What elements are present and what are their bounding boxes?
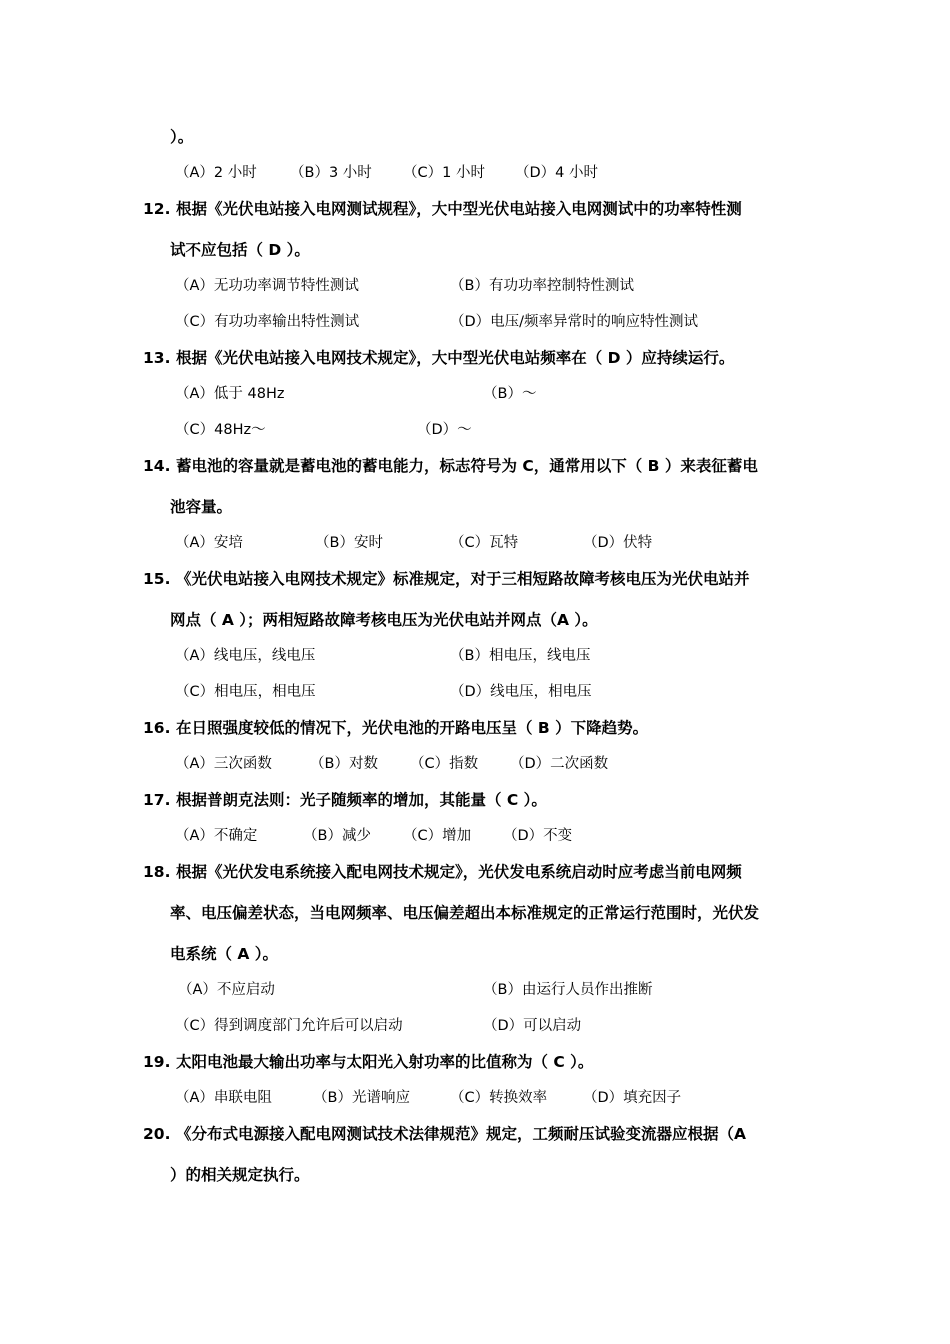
q17-text-line1: 根据普朗克法则：光子随频率的增加，其能量（ C ）。 <box>176 791 547 809</box>
q19-option-b: （B）光谱响应 <box>313 1090 410 1106</box>
q17-option-d: （D）不变 <box>503 828 573 844</box>
q20-text-line2: ）的相关规定执行。 <box>170 1166 310 1184</box>
q15-option-a: （A）线电压，线电压 <box>175 648 316 664</box>
q18-number: 18. <box>143 863 171 881</box>
q12-number: 12. <box>143 200 171 218</box>
q11-option-c: （C）1 小时 <box>403 165 485 181</box>
q13-number: 13. <box>143 349 171 367</box>
q16-text-line1: 在日照强度较低的情况下，光伏电池的开路电压呈（ B ）下降趋势。 <box>176 719 649 737</box>
q19-option-a: （A）串联电阻 <box>175 1090 272 1106</box>
q20-text-line1: 《分布式电源接入配电网测试技术法律规范》规定，工频耐压试验变流器应根据（A <box>176 1125 746 1143</box>
q12-option-d: （D）电压/频率异常时的响应特性测试 <box>450 314 699 330</box>
q15-option-c: （C）相电压，相电压 <box>175 684 316 700</box>
q18-text-line1: 根据《光伏发电系统接入配电网技术规定》，光伏发电系统启动时应考虑当前电网频 <box>176 863 742 881</box>
q18-option-d: （D）可以启动 <box>483 1018 582 1034</box>
q13-option-d: （D）～ <box>417 422 472 438</box>
q14-option-b: （B）安时 <box>315 535 383 551</box>
q13-option-a: （A）低于 48Hz <box>175 386 285 402</box>
q14-number: 14. <box>143 457 171 475</box>
q17-option-a: （A）不确定 <box>175 828 258 844</box>
q18-text-line2: 率、电压偏差状态，当电网频率、电压偏差超出本标准规定的正常运行范围时，光伏发 <box>170 904 760 922</box>
q19-option-c: （C）转换效率 <box>450 1090 548 1106</box>
q19-option-d: （D）填充因子 <box>583 1090 682 1106</box>
q18-option-c: （C）得到调度部门允许后可以启动 <box>175 1018 403 1034</box>
q12-option-b: （B）有功功率控制特性测试 <box>450 278 634 294</box>
q11-option-a: （A）2 小时 <box>175 165 257 181</box>
q12-text-line1: 根据《光伏电站接入电网测试规程》，大中型光伏电站接入电网测试中的功率特性测 <box>176 200 742 218</box>
q20-number: 20. <box>143 1125 171 1143</box>
q19-text-line1: 太阳电池最大输出功率与太阳光入射功率的比值称为（ C ）。 <box>176 1053 594 1071</box>
q12-option-c: （C）有功功率输出特性测试 <box>175 314 360 330</box>
q15-option-b: （B）相电压，线电压 <box>450 648 591 664</box>
q16-option-c: （C）指数 <box>410 756 479 772</box>
q15-text-line2: 网点（ A ）；两相短路故障考核电压为光伏电站并网点（A ）。 <box>170 611 598 629</box>
q17-number: 17. <box>143 791 171 809</box>
q13-option-c: （C）48Hz～ <box>175 422 266 438</box>
q18-text-line3: 电系统（ A ）。 <box>170 945 279 963</box>
q16-option-b: （B）对数 <box>310 756 378 772</box>
q17-option-c: （C）增加 <box>403 828 472 844</box>
q16-number: 16. <box>143 719 171 737</box>
q11-option-b: （B）3 小时 <box>290 165 372 181</box>
q13-text-line1: 根据《光伏电站接入电网技术规定》，大中型光伏电站频率在（ D ）应持续运行。 <box>176 349 735 367</box>
q17-option-b: （B）减少 <box>303 828 371 844</box>
q16-option-d: （D）二次函数 <box>510 756 609 772</box>
q14-option-c: （C）瓦特 <box>450 535 519 551</box>
q16-option-a: （A）三次函数 <box>175 756 272 772</box>
q18-option-a: （A）不应启动 <box>178 982 275 998</box>
q11-tail: ）。 <box>170 128 194 146</box>
q13-option-b: （B）～ <box>483 386 537 402</box>
q12-option-a: （A）无功功率调节特性测试 <box>175 278 359 294</box>
q14-option-d: （D）伏特 <box>583 535 653 551</box>
q12-text-line2: 试不应包括（ D ）。 <box>170 241 310 259</box>
q14-text-line2: 池容量。 <box>170 498 233 516</box>
q19-number: 19. <box>143 1053 171 1071</box>
q18-option-b: （B）由运行人员作出推断 <box>483 982 653 998</box>
q14-option-a: （A）安培 <box>175 535 243 551</box>
q11-option-d: （D）4 小时 <box>515 165 598 181</box>
q14-text-line1: 蓄电池的容量就是蓄电池的蓄电能力，标志符号为 C，通常用以下（ B ）来表征蓄电 <box>176 457 758 475</box>
q15-option-d: （D）线电压，相电压 <box>450 684 592 700</box>
q15-number: 15. <box>143 570 171 588</box>
q15-text-line1: 《光伏电站接入电网技术规定》标准规定，对于三相短路故障考核电压为光伏电站并 <box>176 570 750 588</box>
